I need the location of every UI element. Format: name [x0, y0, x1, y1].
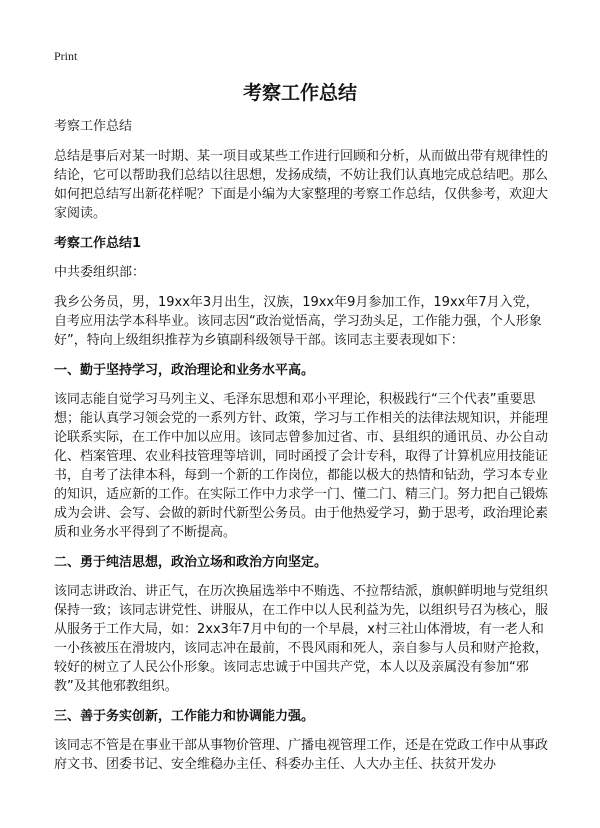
document-body	[54, 117, 550, 785]
heading-3: 三、善于务实创新，工作能力和协调能力强。	[54, 709, 315, 724]
heading-2: 二、勇于纯洁思想，政治立场和政治方向坚定。	[54, 555, 328, 570]
body-paragraph-4: 该同志不管是在事业干部从事物价管理、广播电视管理工作，还是在党政工作中从事政府文书、团委书记、安全维稳办主任、科委办主任、人大办主任、扶贫开发办	[54, 738, 549, 772]
heading-1: 一、勤于坚持学习，政治理论和业务水平高。	[54, 363, 315, 378]
intro-paragraph: 总结是事后对某一时期、某一项目或某些工作进行回顾和分析，从而做出带有规律性的结论，它可以帮助我们总结以往思想，发扬成绩，不妨让我们认真地完成总结吧。那么如何把总结写出新花样呢？下面是小编为大家整理的考察工作总结，仅供参考，欢迎大家阅读。	[54, 149, 549, 221]
body-paragraph-2: 该同志能自觉学习马列主义、毛泽东思想和邓小平理论，积极践行“三个代表”重要思想；能认真学习领会党的一系列方针、政策，学习与工作相关的法律法规知识，并能理论联系实际，在工作中加以应用。该同志曾参加过省、市、县组织的通讯员、办公自动化、档案管理、农业科技管理等培训，同时函授了会计专科，取得了计算机应用技能证书，自考了法律本科，每到一个新的工作岗位，都能以极大的热情和钻劲，学习本专业的知识，适应新的工作。在实际工作中力求学一门、懂二门、精三门。努力把自己锻炼成为会讲、会写、会做的新时代新型公务员。由于他热爱学习，勤于思考，政治理论素质和业务水平得到了不断提高。	[54, 392, 549, 540]
greeting-line: 中共委组织部：	[54, 265, 146, 280]
print-link[interactable]: Print	[54, 49, 78, 63]
document-subtitle: 考察工作总结	[54, 119, 133, 134]
body-paragraph-1: 我乡公务员，男，19xx年3月出生，汉族，19xx年9月参加工作，19xx年7月入党，自考应用法学本科毕业。该同志因“政治觉悟高，学习劲头足，工作能力强，个人形象好”，特向上级组织推荐为乡镇副科级领导干部。该同志主要表现如下：	[54, 295, 542, 348]
body-paragraph-3: 该同志讲政治、讲正气，在历次换届选举中不贿选、不拉帮结派，旗帜鲜明地与党组织保持一致；该同志讲党性、讲服从，在工作中以人民利益为先，以组织号召为核心，服从服务于工作大局，如：2xx3年7月中旬的一个早晨，x村三社山体滑坡，有一老人和一小孩被压在滑坡内，该同志冲在最前，不畏风雨和死人，亲自参与人员和财产抢救，较好的树立了人民公仆形象。该同志忠诚于中国共产党，本人以及亲属没有参加“邪教”及其他邪教组织。	[54, 584, 549, 694]
section-title: 考察工作总结1	[54, 236, 142, 251]
page-title: 考察工作总结	[242, 82, 357, 104]
